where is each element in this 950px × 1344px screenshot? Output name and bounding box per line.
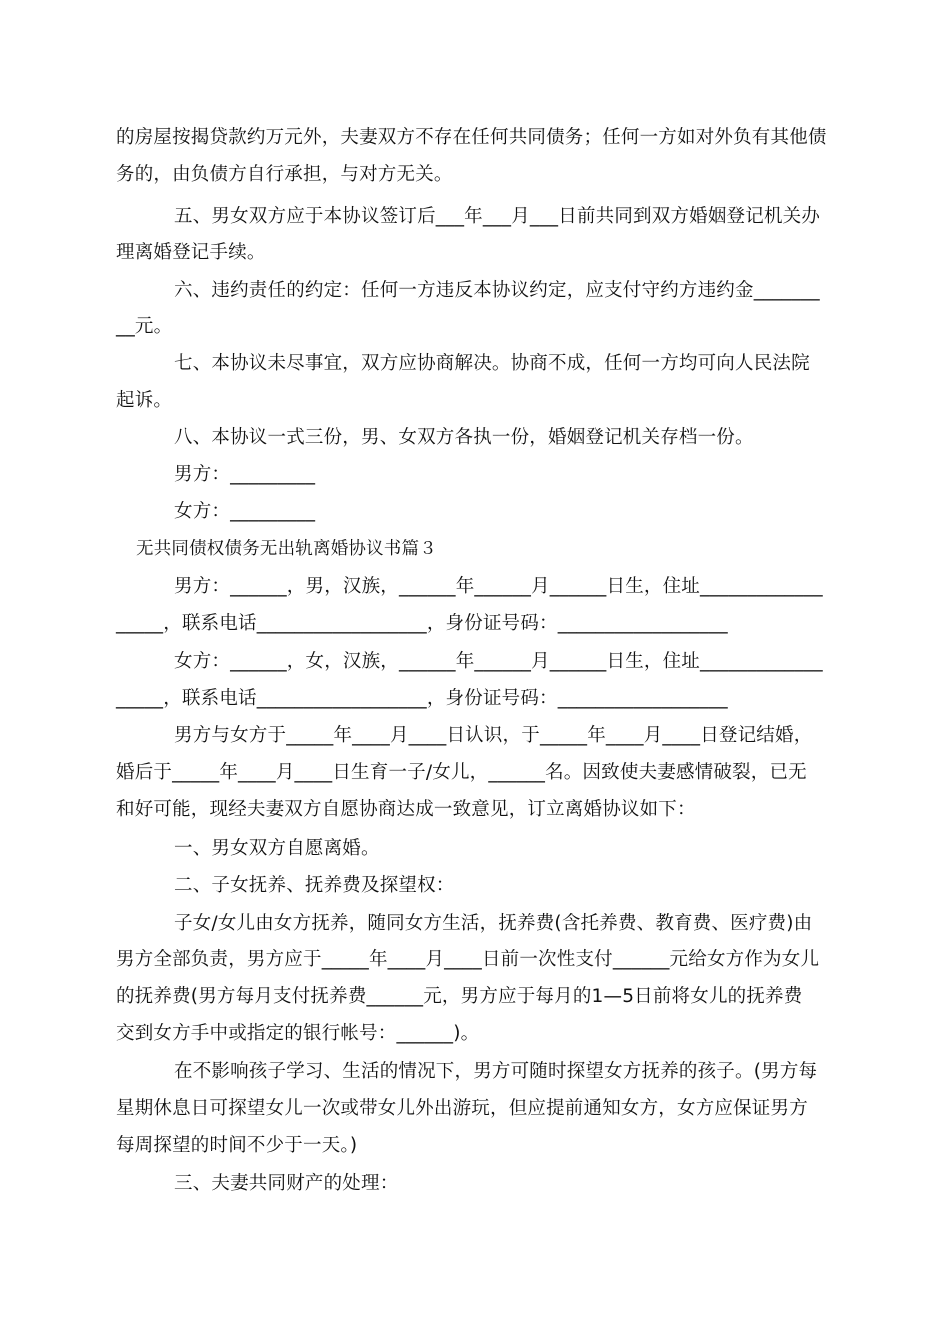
paragraph-line: 起诉。 xyxy=(116,390,173,411)
paragraph-line: 三、夫妻共同财产的处理： xyxy=(174,1173,399,1194)
paragraph-line: 的抚养费(男方每月支付抚养费______元，男方应于每月的1—5日前将女儿的抚养费 xyxy=(116,986,803,1007)
paragraph-line: 和好可能，现经夫妻双方自愿协商达成一致意见，订立离婚协议如下： xyxy=(116,799,696,820)
paragraph-line: __元。 xyxy=(116,316,173,337)
paragraph-line: 在不影响孩子学习、生活的情况下，男方可随时探望女方抚养的孩子。(男方每 xyxy=(174,1061,818,1082)
paragraph-line: 星期休息日可探望女儿一次或带女儿外出游玩，但应提前通知女方，女方应保证男方 xyxy=(116,1098,808,1119)
paragraph-line: 子女/女儿由女方抚养，随同女方生活，抚养费(含托养费、教育费、医疗费)由 xyxy=(174,913,813,934)
section-title: 无共同债权债务无出轨离婚协议书篇３ xyxy=(136,539,437,559)
paragraph-line: 二、子女抚养、抚养费及探望权： xyxy=(174,875,455,896)
paragraph-line: 理离婚登记手续。 xyxy=(116,242,266,263)
signature-line-male: 男方：_________ xyxy=(174,464,316,485)
paragraph-line: 男方全部负责，男方应于_____年____月____日前一次性支付______元给女方作为女儿 xyxy=(116,949,820,970)
paragraph-line: _____，联系电话__________________，身份证号码：__________________ xyxy=(116,613,728,634)
paragraph-line: 男方与女方于_____年____月____日认识，于_____年____月____日登记结婚， xyxy=(174,725,813,746)
paragraph-line: 交到女方手中或指定的银行帐号：______)。 xyxy=(116,1023,480,1044)
paragraph-line: 婚后于_____年____月____日生育一子/女儿，______名。因致使夫妻感情破裂，已无 xyxy=(116,762,807,783)
paragraph-line: 务的，由负债方自行承担，与对方无关。 xyxy=(116,164,453,185)
paragraph-line: 六、违约责任的约定：任何一方违反本协议约定，应支付守约方违约金_______ xyxy=(174,280,820,301)
paragraph-line: 七、本协议未尽事宜，双方应协商解决。协商不成，任何一方均可向人民法院 xyxy=(174,353,810,374)
paragraph-line: 一、男女双方自愿离婚。 xyxy=(174,838,380,859)
paragraph-line: 男方：______，男，汉族，______年______月______日生，住址_____________ xyxy=(174,576,823,597)
signature-line-female: 女方：_________ xyxy=(174,501,316,522)
paragraph-line: 的房屋按揭贷款约万元外，夫妻双方不存在任何共同债务；任何一方如对外负有其他债 xyxy=(116,127,827,148)
paragraph-line: _____，联系电话__________________，身份证号码：__________________ xyxy=(116,688,728,709)
paragraph-line: 女方：______，女，汉族，______年______月______日生，住址_____________ xyxy=(174,651,823,672)
paragraph-line: 每周探望的时间不少于一天。) xyxy=(116,1135,358,1156)
paragraph-line: 八、本协议一式三份，男、女双方各执一份，婚姻登记机关存档一份。 xyxy=(174,427,754,448)
paragraph-line: 五、男女双方应于本协议签订后___年___月___日前共同到双方婚姻登记机关办 xyxy=(174,206,821,227)
